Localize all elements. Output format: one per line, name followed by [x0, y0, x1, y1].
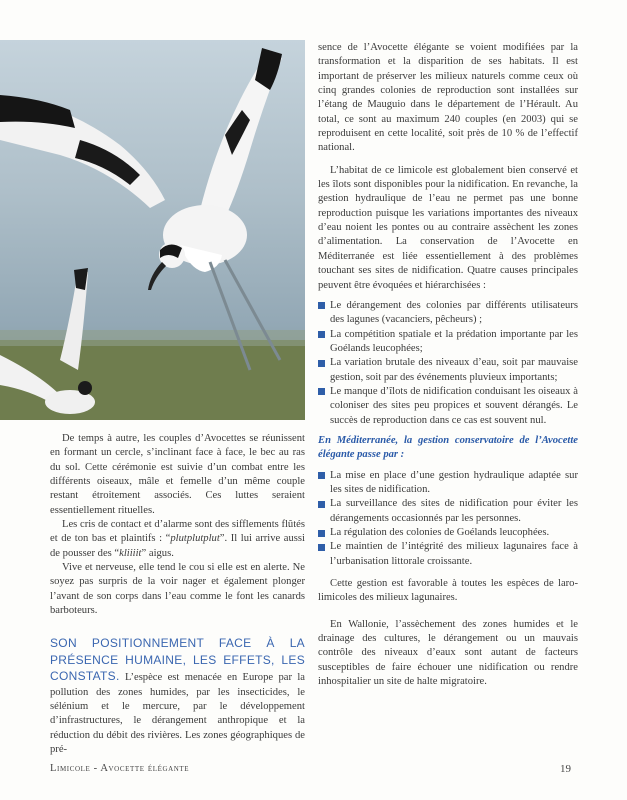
text-run: Les cris de contact et d’alarme sont des sifflements flûtés et de ton bas et plaintifs : “	[50, 519, 305, 545]
list-item	[318, 526, 578, 540]
bullet-icon	[318, 544, 325, 551]
list-item-text: La variation brutale des niveaux d’eau, soit par mauvaise gestion, soit par des événements pluvieux importants;	[330, 357, 578, 383]
page-number: 19	[560, 763, 571, 775]
paragraph: De temps à autre, les couples d’Avocettes se réunissent en formant un cercle, s’inclinant face à face, le bec au ras du sol. Cette cérémonie est suivie d’un combat entre les différents oiseaux, mâle et femelle d’un même couple restant étroitement associés. Ces luttes seraient essentiellement rituelles.	[50, 433, 305, 516]
avocet-photo	[0, 40, 305, 420]
bullet-icon	[318, 501, 325, 508]
text-run: ” aigus.	[141, 547, 174, 559]
right-column	[318, 41, 578, 689]
list-item-text: La régulation des colonies de Goélands leucophées.	[330, 527, 550, 538]
management-list	[318, 469, 578, 569]
list-item-text: Le maintien de l’intégrité des milieux lagunaires face à l’urbanisation littorale croissante.	[330, 541, 578, 567]
paragraph: Cette gestion est favorable à toutes les espèces de laro-limicoles des milieux lagunaires.	[318, 578, 578, 604]
paragraph: En Wallonie, l’assèchement des zones humides et le drainage des cultures, le dérangement ou un mauvais contrôle des niveaux d’eaux sont autant de facteurs susceptibles de faire échouer une nidification ou rendre inhospitalier un site de halte migratoire.	[318, 618, 578, 688]
call-plutplut: plutplutplut	[170, 533, 220, 545]
subheading: En Méditerranée, la gestion conservatoire de l’Avocette élégante passe par :	[318, 434, 578, 461]
list-item-text: La mise en place d’une gestion hydraulique adaptée sur les sites de nidification.	[330, 469, 578, 495]
bullet-icon	[318, 388, 325, 395]
list-item	[318, 497, 578, 526]
paragraph	[50, 518, 305, 561]
section-heading: SON POSITIONNEMENT FACE À LA PRÉSENCE HUMAINE, LES EFFETS, LES CONSTATS.	[50, 636, 305, 684]
paragraph: sence de l’Avocette élégante se voient modifiées par la transformation et la disparition de ses habitats. Il est important de préserver les milieux naturels comme ceux où cinq grandes colonies de reproduction sont installées sur l’étang de Mauguio dans le département de l’Hérault. Au total, ce sont au maximum 240 couples (en 2003) qui se reproduisent en cette localité, soit près de 10 % de l’effectif national.	[318, 42, 578, 154]
footer-title: Limicole - Avocette élégante	[50, 763, 190, 774]
list-item	[318, 356, 578, 385]
list-item-text: Le dérangement des colonies par différents utilisateurs des lagunes (vacanciers, pêcheurs) ;	[330, 299, 578, 326]
avocet-illustration	[0, 40, 305, 420]
left-column	[50, 432, 305, 757]
list-item	[318, 328, 578, 357]
causes-list	[318, 299, 578, 428]
list-item	[318, 540, 578, 569]
list-item	[318, 469, 578, 498]
paragraph: Vive et nerveuse, elle tend le cou si elle est en alerte. Ne soyez pas surpris de la voir nager et également plonger l’avant de son corps dans l’eau comme le font les canards barboteurs.	[50, 562, 305, 617]
list-item-text: La compétition spatiale et la prédation importante par les Goélands leucophées;	[330, 328, 578, 354]
bullet-icon	[318, 530, 325, 537]
bullet-icon	[318, 472, 325, 479]
list-item	[318, 385, 578, 428]
list-item-text: Le manque d’îlots de nidification conduisant les oiseaux à coloniser des sites peu propices et souvent dérangés. Le succès de reproduction dans ce cas est souvent nul.	[330, 385, 578, 426]
list-item-text: La surveillance des sites de nidification pour éviter les dérangements occasionnés par les personnes.	[330, 498, 578, 524]
call-kliiiit: kliiiit	[119, 547, 142, 559]
bullet-icon	[318, 302, 325, 309]
bullet-icon	[318, 331, 325, 338]
text-run: ”. Il lui arrive aussi de pousser des “	[50, 533, 305, 559]
section-paragraph	[50, 636, 305, 757]
list-item	[318, 299, 578, 328]
paragraph: L’habitat de ce limicole est globalement bien conservé et les îlots sont disponibles pour la nidification. En revanche, la gestion hydraulique de l’eau ne permet pas une bonne reproduction puisque les variations importantes des niveaux d’eau noient les pontes ou au contraire assèchent les zones d’alimentation. La conservation de l’Avocette en Méditerranée est liée essentiellement à des problèmes touchant ses sites de nidification. Quatre causes principales peuvent être évoquées et hiérarchisées :	[318, 164, 578, 291]
bullet-icon	[318, 360, 325, 367]
text-run: L’espèce est menacée en Europe par la pollution des zones humides, par les insecticides, le sélénium et le mercure, par le développement d’infrastructures, le dérangement anthropique et la réduction du débit des rivières. Les zones géographiques de pré-	[50, 672, 305, 755]
